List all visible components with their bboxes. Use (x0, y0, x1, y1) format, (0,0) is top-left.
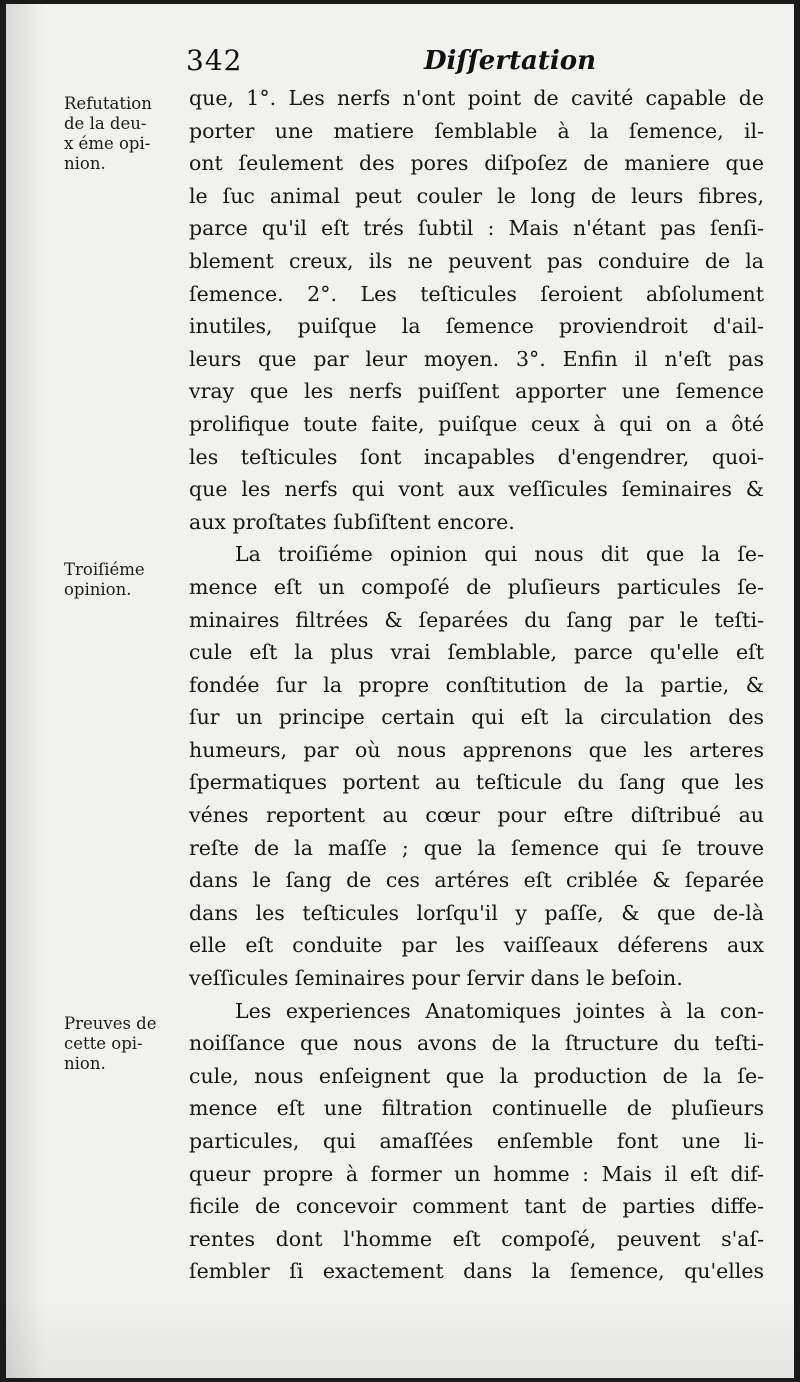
text-line: leurs que par leur moyen. 3°. Enfin il n'eſt pas (189, 346, 764, 371)
text-line: cule eſt la plus vrai ſemblable, parce qu'elle eſt (189, 640, 764, 665)
running-header (6, 44, 794, 84)
text-line: Les experiences Anatomiques jointes à la con- (235, 998, 764, 1023)
margin-note-troisieme (64, 560, 194, 600)
page-gutter-shadow (6, 4, 46, 1378)
text-line: vénes reportent au cœur pour eſtre diſtribué au (189, 803, 764, 828)
text-line: elle eſt conduite par les vaiſſeaux déferens aux (189, 933, 764, 958)
text-line: le ſuc animal peut couler le long de leurs fibres, (189, 183, 764, 208)
margin-note-line: Preuves de (64, 1014, 157, 1033)
text-line: ont ſeulement des pores diſpoſez de maniere que (189, 151, 764, 176)
margin-note-line: opinion. (64, 580, 132, 599)
text-line: aux proſtates ſubſiſtent encore. (189, 509, 515, 534)
running-title: Diſſertation (424, 46, 597, 76)
text-line: ſur un principe certain qui eſt la circulation des (189, 705, 764, 730)
body-text (189, 82, 764, 1288)
margin-note-line: nion. (64, 154, 106, 173)
text-line: prolifique toute faite, puiſque ceux à qui on a ôté (189, 411, 764, 436)
text-line: humeurs, par où nous apprenons que les arteres (189, 737, 764, 762)
text-line: ſembler ſi exactement dans la ſemence, qu'elles (189, 1259, 764, 1284)
text-line: ficile de concevoir comment tant de parties diffe- (189, 1194, 764, 1219)
margin-note-line: de la deu- (64, 114, 147, 133)
book-page (6, 4, 794, 1378)
text-line: mence eſt un compoſé de pluſieurs particules ſe- (189, 574, 764, 599)
text-line: veſſicules ſeminaires pour ſervir dans le beſoin. (189, 966, 683, 991)
text-line: les teſticules ſont incapables d'engendrer, quoi- (189, 444, 764, 469)
text-line: particules, qui amaſſées enſemble font une li- (189, 1129, 764, 1153)
margin-note-line: Troiſiéme (64, 560, 145, 579)
text-line: mence eſt une filtration continuelle de pluſieurs (189, 1096, 764, 1121)
text-line: porter une matiere ſemblable à la ſemence, il- (189, 118, 764, 143)
page-bottom-shadow (6, 1298, 794, 1378)
text-line: vray que les nerfs puiſſent apporter une ſemence (189, 379, 764, 404)
text-line: dans le ſang de ces artéres eſt criblée & ſeparée (189, 868, 764, 893)
text-line: inutiles, puiſque la ſemence proviendroit d'ail- (189, 314, 764, 339)
text-line: reſte de la maſſe ; que la ſemence qui ſe trouve (189, 835, 764, 860)
text-line: fondée ſur la propre conſtitution de la partie, & (189, 672, 764, 697)
text-line: noiſſance que nous avons de la ſtructure du teſti- (189, 1031, 764, 1056)
margin-note-line: cette opi- (64, 1034, 143, 1053)
text-line: rentes dont l'homme eſt compoſé, peuvent s'aſ- (189, 1226, 764, 1251)
page-number: 342 (186, 44, 243, 77)
margin-note-preuves (64, 1014, 194, 1074)
text-line: dans les teſticules lorſqu'il y paſſe, & que de-là (189, 900, 764, 925)
margin-note-refutation (64, 94, 194, 174)
text-line: La troiſiéme opinion qui nous dit que la ſe- (235, 542, 764, 567)
text-line: cule, nous enſeignent que la production de la ſe- (189, 1063, 764, 1088)
text-line: ſpermatiques portent au teſticule du ſang que les (189, 770, 764, 795)
margin-note-line: Refutation (64, 94, 152, 113)
margin-note-line: nion. (64, 1054, 106, 1073)
text-line: que les nerfs qui vont aux veſſicules ſeminaires & (189, 477, 764, 502)
text-line: queur propre à former un homme : Mais il eſt dif- (189, 1161, 764, 1186)
text-line: minaires filtrées & ſeparées du ſang par le teſti- (189, 607, 764, 632)
margin-note-line: x éme opi- (64, 134, 151, 153)
text-line: blement creux, ils ne peuvent pas conduire de la (189, 248, 764, 273)
text-line: que, 1°. Les nerfs n'ont point de cavité capable de (189, 86, 764, 110)
text-line: parce qu'il eſt trés ſubtil : Mais n'étant pas ſenſi- (189, 216, 764, 241)
text-line: ſemence. 2°. Les teſticules ſeroient abſolument (189, 281, 764, 306)
